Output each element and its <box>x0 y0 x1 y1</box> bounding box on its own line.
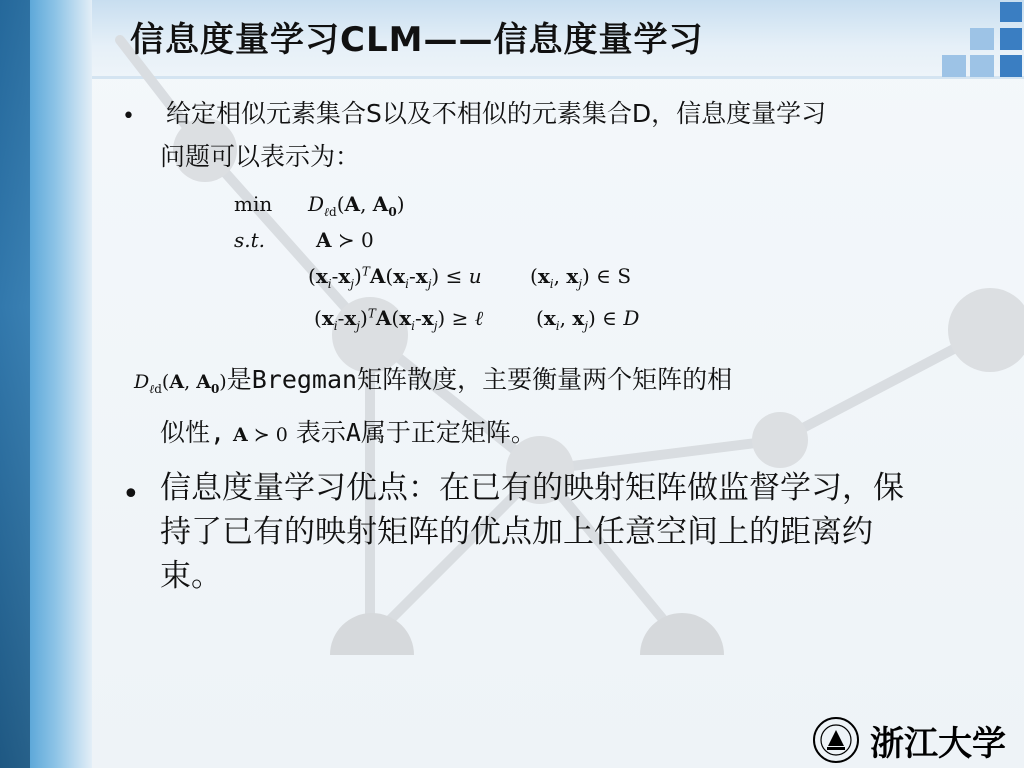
bullet-1-line-1: 给定相似元素集合S以及不相似的元素集合D，信息度量学习 <box>166 99 827 128</box>
pd-symbol: A ≻ 0 <box>233 424 288 446</box>
set-s-label: S <box>617 264 632 288</box>
slide-title: 信息度量学习CLM——信息度量学习 <box>130 20 704 60</box>
bregman-symbol: $D_{\ell d}(A$, $A_0$) <box>134 371 227 396</box>
formula-set-dissimilar: ($x_i$, $x_j$) ∈ D <box>536 306 640 333</box>
formula-constraint-similar: $(x_i-x_j)^TA(x_i-x_j) \le u$ <box>308 264 482 291</box>
set-d-label: D <box>623 306 640 330</box>
bullet-1-dot: • <box>122 104 135 129</box>
bullet-2-text: 信息度量学习优点：在已有的映射矩阵做监督学习，保持了已有的映射矩阵的优点加上任意空间上的距离约束。 <box>160 470 904 594</box>
formula-objective: $D_{\ell d}(A$, $A_0$) <box>308 192 405 219</box>
zju-seal-icon <box>812 716 860 764</box>
formula-st: s.t. <box>234 228 266 252</box>
formula-constraint-pd: A ≻ 0 <box>316 228 374 252</box>
formula-min: min <box>234 192 273 216</box>
description-line-1 <box>134 360 732 397</box>
bullet-2-dot: • <box>122 477 140 512</box>
formula-constraint-dissimilar: $(x_i-x_j)^TA(x_i-x_j)$ ≥ ℓ <box>314 306 484 333</box>
description-line-2-text: 表示A属于正定矩阵。 <box>295 418 536 447</box>
bullet-1-line-2: 问题可以表示为： <box>160 142 361 171</box>
formula-set-similar: ($x_i$, $x_j$) ∈ S <box>530 264 632 291</box>
description-line-1-text: 是Bregman矩阵散度，主要衡量两个矩阵的相 <box>226 365 733 394</box>
description-line-2-prefix: 似性, <box>160 418 226 447</box>
description-line-2 <box>160 413 536 449</box>
zju-logo-text: 浙江大学 <box>870 724 1006 764</box>
